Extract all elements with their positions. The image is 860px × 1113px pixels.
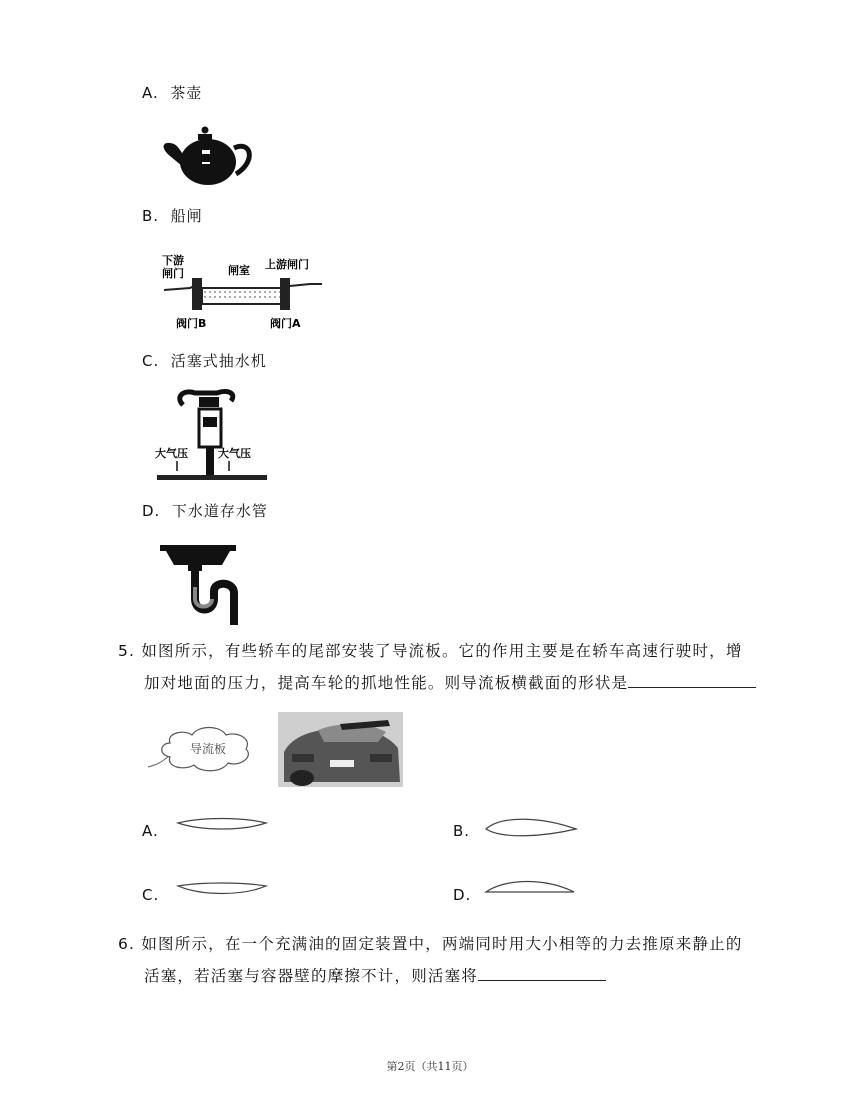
option-b-text: 船闸 [170,207,203,225]
option-b: B. 船闸 [142,207,203,225]
question-6-line-1: 6. 如图所示，在一个充满油的固定装置中，两端同时用大小相等的力去推原来静止的 [118,935,743,953]
option-c-text: 活塞式抽水机 [170,352,267,370]
lock-label-chamber: 闸室 [228,264,250,277]
pump-label-right: 大气压 [218,447,251,460]
q5-option-b: B. [453,822,471,840]
lock-label-upstream: 上游闸门 [265,258,309,271]
answer-blank-6 [478,964,606,981]
shape-c [172,878,272,900]
lock-label-valve-a: 阀门A [270,317,301,330]
pump-label-left: 大气压 [155,447,188,460]
teapot-figure [160,122,260,188]
option-c: C. 活塞式抽水机 [142,352,267,370]
option-a-text: 茶壶 [170,84,203,102]
ship-lock-figure [160,240,325,332]
question-6-line-2: 活塞，若活塞与容器壁的摩擦不计，则活塞将 [118,960,758,992]
lock-label-downstream-2: 闸门 [162,267,184,280]
page-footer: 第2页（共11页） [386,1060,474,1073]
spoiler-callout-figure [140,705,265,795]
lock-label-downstream-1: 下游 [162,254,184,267]
answer-blank-5 [628,671,756,688]
q5-option-c: C. [142,886,160,904]
question-5-line-2: 加对地面的压力，提高车轮的抓地性能。则导流板横截面的形状是 [118,667,758,699]
shape-b [482,815,582,839]
question-5 [118,635,758,699]
shape-a [172,815,272,837]
lock-label-valve-b: 阀门B [176,317,207,330]
shape-d [482,876,582,898]
question-6 [118,928,758,992]
spoiler-cloud-label: 导流板 [190,742,227,756]
q5-option-a: A. [142,822,159,840]
piston-pump-figure [155,383,270,488]
option-a: A. 茶壶 [142,84,203,102]
drain-trap-figure [148,537,253,627]
option-d: D. 下水道存水管 [142,502,268,520]
q5-option-d: D. [453,886,472,904]
car-rear-photo [278,712,403,787]
option-d-text: 下水道存水管 [171,502,268,520]
question-5-line-1: 5. 如图所示，有些轿车的尾部安装了导流板。它的作用主要是在轿车高速行驶时，增 [118,642,743,660]
